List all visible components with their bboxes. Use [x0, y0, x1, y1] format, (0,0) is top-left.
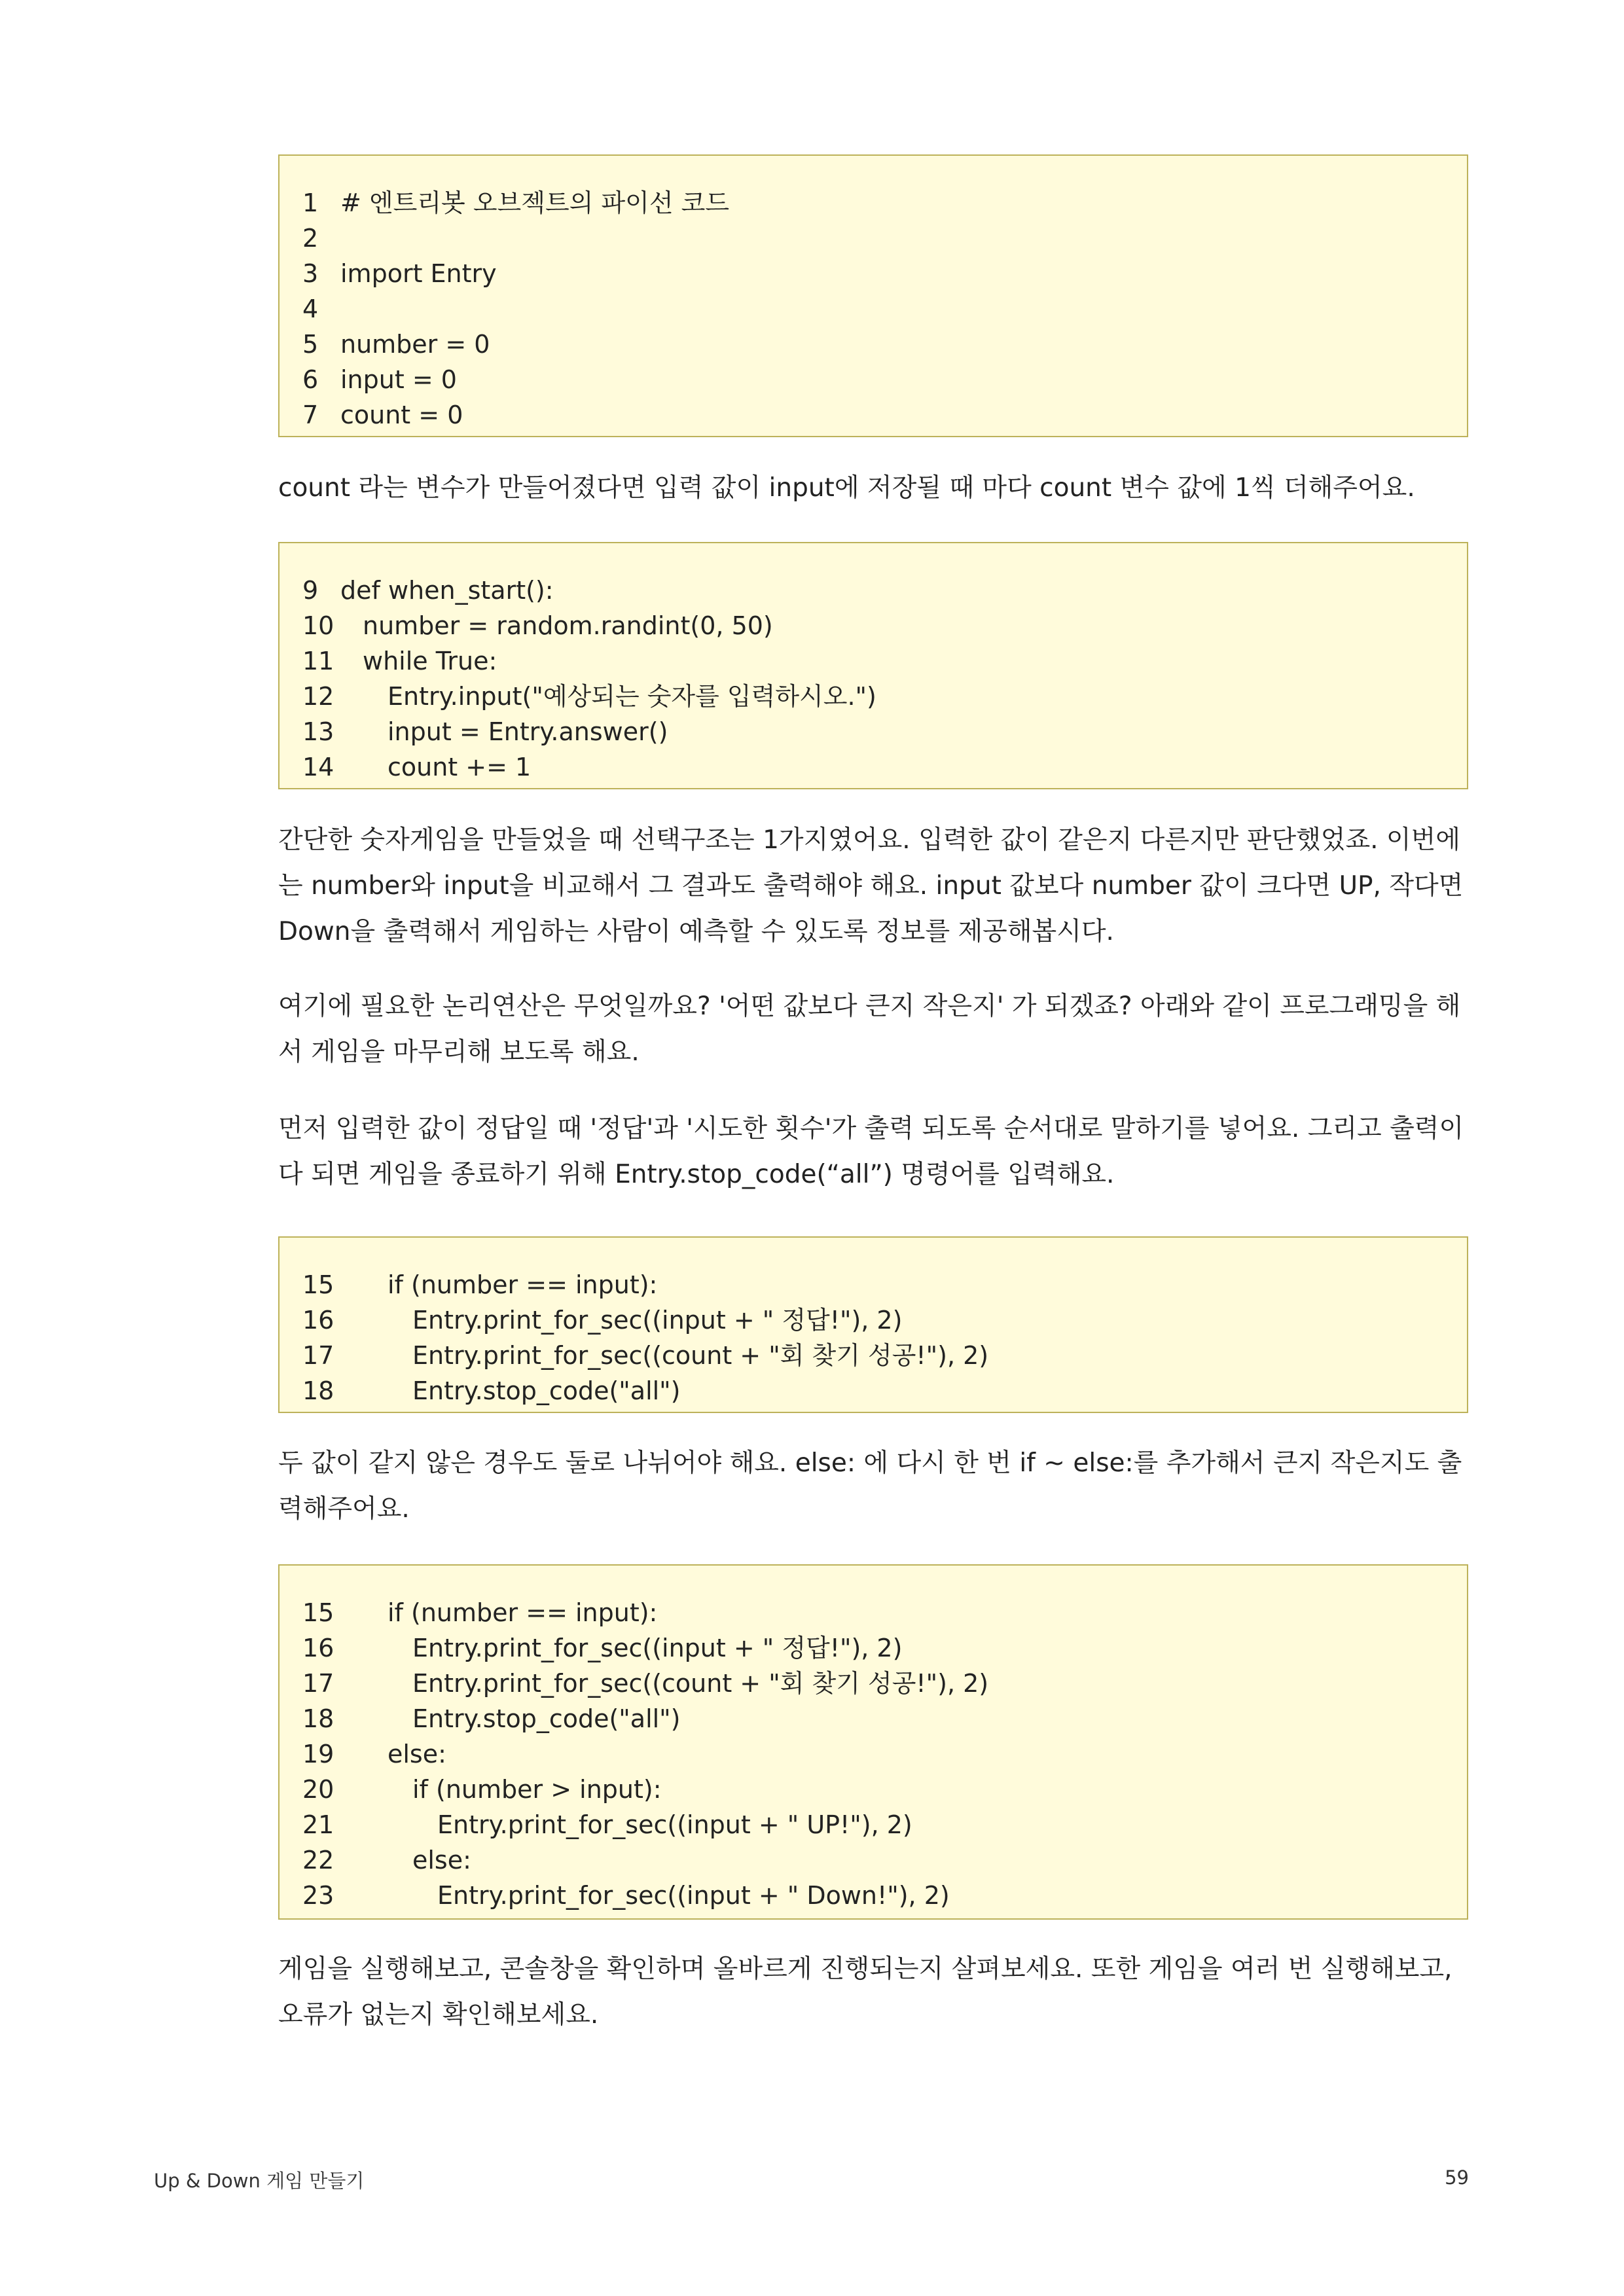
line-number: 11 — [302, 647, 334, 675]
code-line — [302, 1338, 1467, 1373]
code-text: # 엔트리봇 오브젝트의 파이선 코드 — [340, 188, 730, 217]
code-line — [302, 397, 1467, 433]
code-line — [302, 221, 1467, 256]
code-text: number = random.randint(0, 50) — [363, 611, 773, 640]
line-number: 21 — [302, 1810, 334, 1839]
code-text: Entry.print_for_sec((count + "회 찾기 성공!"), 2) — [412, 1341, 989, 1370]
code-text: Entry.stop_code("all") — [412, 1704, 681, 1733]
code-line — [302, 1595, 1467, 1630]
code-line — [302, 1666, 1467, 1701]
paragraph-run-game: 게임을 실행해보고, 콘솔창을 확인하며 올바르게 진행되는지 살펴보세요. 또한 게임을 여러 번 실행해보고, 오류가 없는지 확인해보세요. — [278, 1954, 1453, 2030]
code-text: import Entry — [340, 259, 497, 288]
line-number: 18 — [302, 1376, 334, 1405]
code-text: Entry.print_for_sec((input + " 정답!"), 2) — [412, 1306, 903, 1335]
line-number: 10 — [302, 611, 334, 640]
code-line — [302, 1630, 1467, 1666]
code-text: number = 0 — [340, 330, 490, 359]
code-text: count = 0 — [340, 401, 463, 429]
line-number: 5 — [302, 330, 319, 359]
code-text: input = Entry.answer() — [388, 717, 668, 746]
line-number: 4 — [302, 295, 319, 323]
code-block-1 — [278, 154, 1468, 437]
code-line — [302, 1842, 1467, 1878]
code-line — [302, 327, 1467, 362]
line-number: 16 — [302, 1306, 334, 1335]
line-number: 17 — [302, 1341, 334, 1370]
paragraph-answer-output: 먼저 입력한 값이 정답일 때 '정답'과 '시도한 횟수'가 출력 되도록 순서대로 말하기를 넣어요. 그리고 출력이 다 되면 게임을 종료하기 위해 Entry.stop_code(“all”) 명령어를 입력해요. — [278, 1114, 1464, 1189]
line-number: 15 — [302, 1598, 334, 1627]
code-line — [302, 1267, 1467, 1302]
page-number: 59 — [1445, 2166, 1469, 2189]
code-line — [302, 1736, 1467, 1772]
code-line — [302, 643, 1467, 679]
code-text: input = 0 — [340, 365, 457, 394]
paragraph-else-branch: 두 값이 같지 않은 경우도 둘로 나뉘어야 해요. else: 에 다시 한 번 if ~ else:를 추가해서 큰지 작은지도 출력해주어요. — [278, 1448, 1462, 1524]
code-line — [302, 1772, 1467, 1807]
line-number: 14 — [302, 753, 334, 781]
paragraph-logic-operation: 여기에 필요한 논리연산은 무엇일까요? '어떤 값보다 큰지 작은지' 가 되겠죠? 아래와 같이 프로그래밍을 해서 게임을 마무리해 보도록 해요. — [278, 992, 1461, 1067]
paragraph-selection-structure: 간단한 숫자게임을 만들었을 때 선택구조는 1가지였어요. 입력한 값이 같은지 다른지만 판단했었죠. 이번에는 number와 input을 비교해서 그 결과도 출력해야 해요. input 값보다 number 값이 크다면 UP, 작다면 Down을 출력해서 게임하는 사람이 예측할 수 있도록 정보를 제공해봅시다. — [278, 825, 1464, 946]
code-block-4 — [278, 1564, 1468, 1920]
line-number: 17 — [302, 1669, 334, 1698]
line-number: 7 — [302, 401, 319, 429]
line-number: 15 — [302, 1270, 334, 1299]
code-line — [302, 362, 1467, 397]
code-text: if (number == input): — [388, 1270, 658, 1299]
code-line — [302, 573, 1467, 608]
code-line — [302, 291, 1467, 327]
code-line — [302, 1302, 1467, 1338]
line-number: 6 — [302, 365, 319, 394]
footer-title: Up & Down 게임 만들기 — [154, 2170, 365, 2192]
code-line — [302, 185, 1467, 221]
code-line — [302, 714, 1467, 749]
code-text: Entry.input("예상되는 숫자를 입력하시오.") — [388, 682, 876, 711]
code-text: while True: — [363, 647, 497, 675]
code-text: else: — [388, 1740, 446, 1768]
code-text: Entry.print_for_sec((input + " 정답!"), 2) — [412, 1634, 903, 1662]
code-line — [302, 749, 1467, 785]
code-line — [302, 1373, 1467, 1408]
code-text: Entry.print_for_sec((input + " UP!"), 2) — [437, 1810, 912, 1839]
paragraph-count-description: count 라는 변수가 만들어졌다면 입력 값이 input에 저장될 때 마다 count 변수 값에 1씩 더해주어요. — [278, 473, 1415, 503]
code-block-3 — [278, 1236, 1468, 1413]
code-text: if (number == input): — [388, 1598, 658, 1627]
code-line — [302, 1878, 1467, 1913]
code-text: count += 1 — [388, 753, 532, 781]
line-number: 13 — [302, 717, 334, 746]
code-text: Entry.stop_code("all") — [412, 1376, 681, 1405]
line-number: 1 — [302, 188, 319, 217]
line-number: 23 — [302, 1881, 334, 1910]
line-number: 16 — [302, 1634, 334, 1662]
code-block-2 — [278, 542, 1468, 789]
code-line — [302, 608, 1467, 643]
line-number: 12 — [302, 682, 334, 711]
code-line — [302, 256, 1467, 291]
line-number: 18 — [302, 1704, 334, 1733]
line-number: 2 — [302, 224, 319, 253]
line-number: 19 — [302, 1740, 334, 1768]
line-number: 9 — [302, 576, 319, 605]
code-text: def when_start(): — [340, 576, 554, 605]
code-line — [302, 679, 1467, 714]
code-text: else: — [412, 1846, 471, 1874]
code-text: Entry.print_for_sec((count + "회 찾기 성공!"), 2) — [412, 1669, 989, 1698]
line-number: 22 — [302, 1846, 334, 1874]
code-line — [302, 1807, 1467, 1842]
code-text: if (number > input): — [412, 1775, 662, 1804]
line-number: 3 — [302, 259, 319, 288]
code-text: Entry.print_for_sec((input + " Down!"), 2) — [437, 1881, 950, 1910]
code-line — [302, 1701, 1467, 1736]
line-number: 20 — [302, 1775, 334, 1804]
